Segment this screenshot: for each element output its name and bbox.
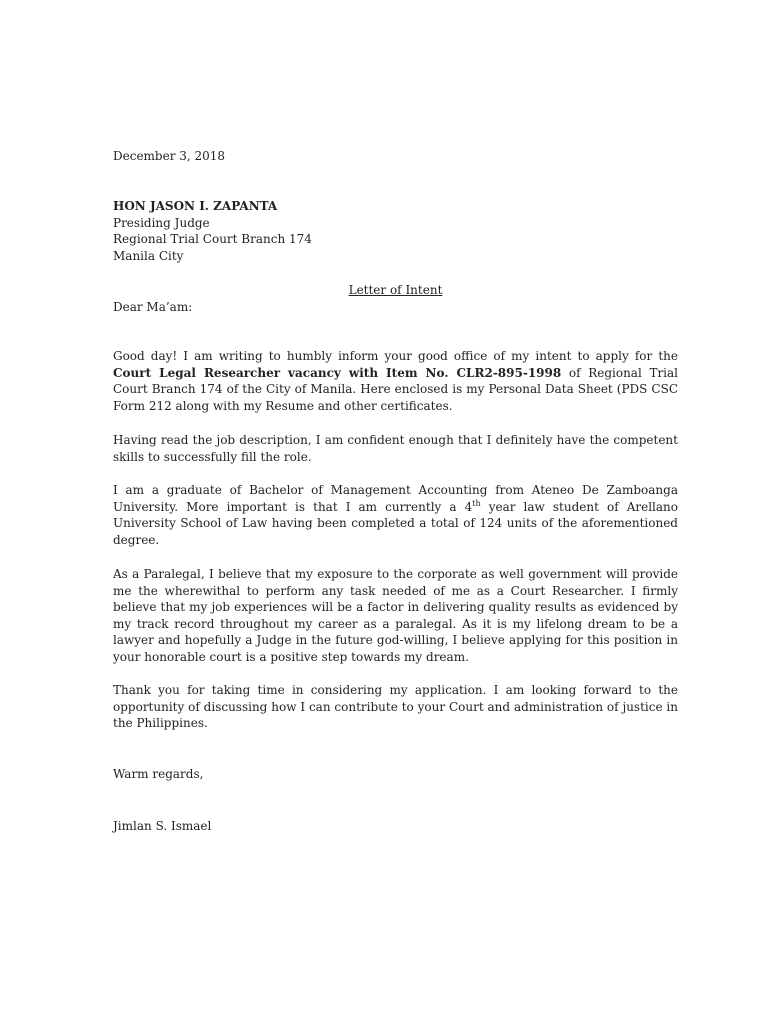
letter-date [113,148,678,165]
salutation [113,299,678,316]
signer-text: Jimlan S. Ismael [113,819,212,833]
closing [113,766,678,783]
paragraph-confidence-text: Having read the job description, I am confident enough that I definitely have the competent skills to successfully fill the role. [113,433,678,464]
salutation-text: Dear Ma’am: [113,300,193,314]
date-text: December 3, 2018 [113,149,226,163]
addressee-office: Regional Trial Court Branch 174 [113,232,312,247]
paragraph-thanks-text: Thank you for taking time in considering my application. I am looking forward to the opportunity of discussing how I can contribute to your Court and administration of justice in the Philippines. [113,683,678,731]
subject-text: Letter of Intent [348,283,443,297]
addressee-city: Manila City [113,248,184,263]
paragraph-intent-intro: Good day! I am writing to humbly inform your good office of my intent to apply for the [113,349,678,363]
letter-subject [113,282,678,299]
paragraph-education-start: I am a graduate of Bachelor of Management Accounting from Ateneo De Zamboanga University. More important is that I am currently a 4 [113,483,678,514]
paragraph-intent-rest: of Regional Trial Court Branch 174 of the City of Manila. Here enclosed is my Personal Data Sheet (PDS CSC Form 212 along with my Resume and other certificates. [113,365,679,413]
paragraph-education-end: year law student of Arellano University School of Law having been completed a total of 124 units of the aforementioned degree. [113,499,678,547]
vacancy-item: Court Legal Researcher vacancy with Item No. CLR2-895-1998 [113,365,562,380]
paragraph-experience-text: As a Paralegal, I believe that my exposure to the corporate as well government will provide me the wherewithal to perform any task needed of me as a Court Researcher. I firmly believe that my job experiences will be a factor in delivering quality results as evidenced by my track record throughout my career as a paralegal. As it is my lifelong dream to be a lawyer and hopefully a Judge in the future god-willing, I believe applying for this position in your honorable court is a positive step towards my dream. [113,567,678,664]
paragraph-thanks [113,682,678,732]
paragraph-experience [113,566,678,666]
paragraph-confidence [113,432,678,465]
ordinal-superscript: th [472,498,481,508]
addressee-position: Presiding Judge [113,215,210,230]
addressee-block [113,198,678,264]
closing-text: Warm regards, [113,767,204,781]
paragraph-education [113,482,678,548]
addressee-name: HON JASON I. ZAPANTA [113,199,278,213]
paragraph-intent [113,348,678,414]
signature-name [113,818,678,835]
